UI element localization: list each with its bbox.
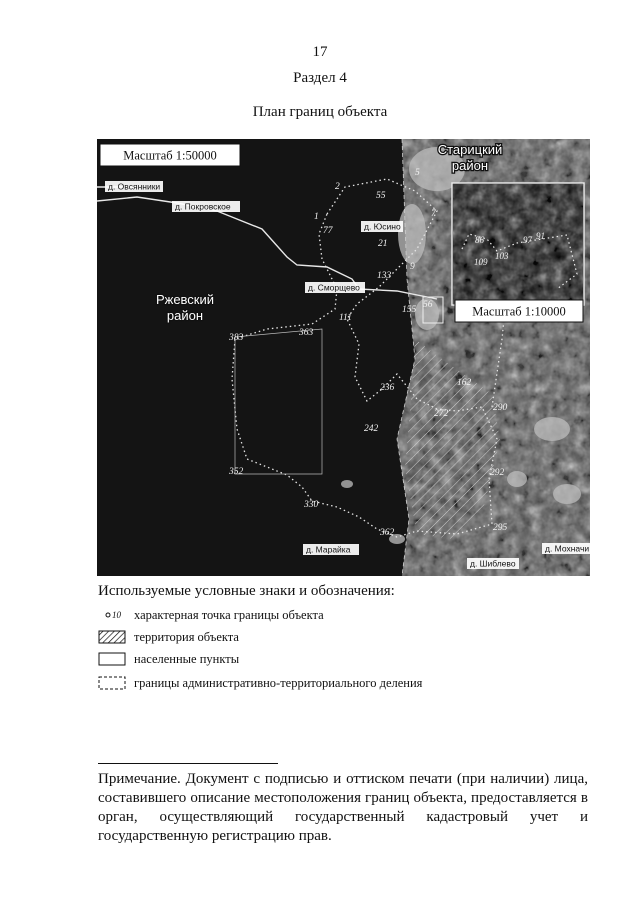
point-label-56: 56: [423, 300, 433, 310]
point-label-383: 383: [229, 333, 244, 343]
inset-point-97: 97: [523, 235, 532, 245]
settlement-label-mokhnachi: д. Мохначи: [545, 543, 590, 554]
settlement-marayka: [303, 544, 359, 555]
settlement-ovsyanniki: [105, 181, 163, 192]
point-label-242: 242: [364, 424, 379, 434]
point-label-111: 111: [339, 313, 352, 323]
point-label-2: 2: [335, 182, 340, 192]
settlement-label-marayka: д. Марайка: [306, 544, 351, 555]
point-label-352: 352: [229, 467, 244, 477]
point-label-21: 21: [378, 239, 388, 249]
legend-label-settlements: населенные пункты: [134, 651, 240, 666]
legend-point-icon: [98, 608, 126, 622]
footnote: Примечание. Документ с подписью и оттиском печати (при наличии) лица, составившего описание местоположения границ объекта, предоставляется в орган, осуществляющий государственный кадастровый учет и государственную регистрацию прав.: [98, 771, 588, 844]
settlement-label-shiblevo: д. Шиблево: [470, 558, 516, 569]
section-heading: Раздел 4: [293, 70, 347, 86]
district-rzhev-line2: район: [166, 308, 204, 323]
settlement-mokhnachi: [542, 543, 590, 554]
district-starica-line2: район: [451, 158, 489, 173]
inset-map[interactable]: [452, 183, 584, 305]
legend-item-settlements: [98, 650, 239, 668]
point-label-7: 7: [431, 209, 436, 219]
legend-admin-boundary-icon: [98, 676, 126, 690]
inset-point-86: 86: [475, 235, 484, 245]
boundary-map[interactable]: [97, 139, 590, 576]
point-label-162: 162: [457, 378, 472, 388]
legend-title: Используемые условные знаки и обозначения:: [98, 583, 395, 599]
settlement-pokrovskoe: [172, 201, 240, 212]
legend-hatch-icon: [98, 630, 126, 644]
point-label-362: 362: [380, 528, 395, 538]
point-label-77: 77: [323, 226, 333, 236]
page-number: 17: [312, 44, 328, 60]
legend-item-admin-boundary: [98, 674, 422, 692]
point-label-363: 363: [299, 328, 314, 338]
settlement-shiblevo: [467, 558, 519, 569]
settlement-label-pokrovskoe: д. Покровское: [175, 201, 231, 212]
legend-label-admin-boundary: границы административно-территориального деления: [134, 675, 423, 690]
legend-item-territory: [98, 628, 239, 646]
legend-item-point: [98, 606, 324, 624]
point-label-155: 155: [402, 305, 417, 315]
point-label-1: 1: [314, 212, 319, 222]
inset-point-109: 109: [474, 257, 488, 267]
scale-inset-text: Масштаб 1:10000: [472, 304, 566, 319]
legend-settlement-icon: [98, 652, 126, 666]
scale-main-text: Масштаб 1:50000: [123, 148, 217, 163]
point-label-5: 5: [415, 168, 420, 178]
plan-title: План границ объекта: [252, 104, 388, 120]
inset-point-103: 103: [495, 251, 509, 261]
note-divider: [98, 763, 278, 764]
settlement-smorcevo: [305, 282, 365, 293]
point-label-272: 272: [434, 409, 449, 419]
point-label-133: 133: [377, 271, 392, 281]
legend-point-number: 10: [112, 610, 121, 620]
scale-main: [100, 144, 240, 166]
point-label-9: 9: [410, 262, 415, 272]
point-label-236: 236: [380, 383, 395, 393]
settlement-label-yusino: д. Юсино: [364, 221, 401, 232]
settlement-label-smorcevo: д. Сморщево: [308, 282, 360, 293]
point-label-330: 330: [304, 500, 319, 510]
settlement-label-ovsyanniki: д. Овсянники: [108, 181, 161, 192]
legend-label-territory: территория объекта: [134, 629, 239, 644]
district-starica-line1: Старицкий: [437, 142, 503, 157]
district-rzhev-line1: Ржевский: [155, 292, 215, 307]
point-label-292: 292: [490, 468, 505, 478]
scale-inset: [455, 300, 583, 322]
legend-label-point: характерная точка границы объекта: [134, 607, 324, 622]
inset-point-91: 91: [536, 231, 545, 241]
point-label-55: 55: [376, 191, 386, 201]
settlement-yusino: [361, 221, 403, 232]
point-label-295: 295: [493, 523, 508, 533]
point-label-290: 290: [493, 403, 508, 413]
